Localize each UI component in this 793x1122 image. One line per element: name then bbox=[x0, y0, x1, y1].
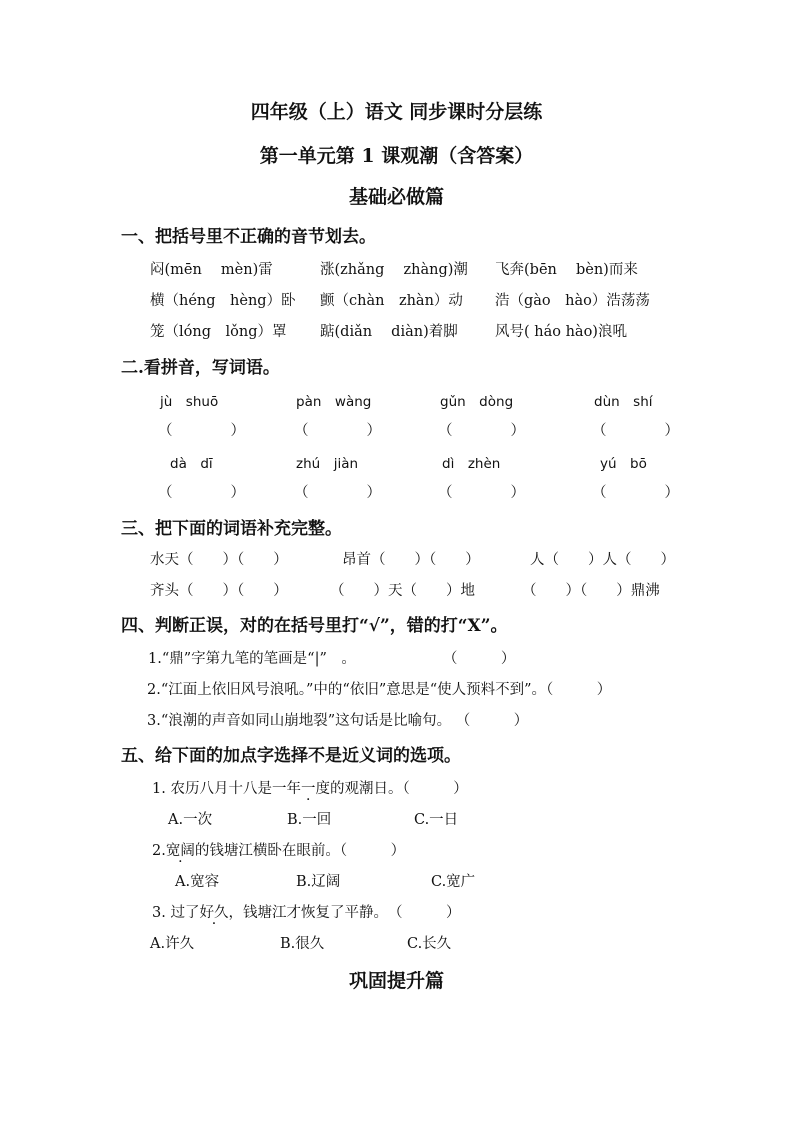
q1-item: 飞奔(bēn bèn)而来 bbox=[495, 262, 638, 278]
q3-item: 人（ ）人（ ） bbox=[530, 552, 675, 568]
q5-q2-dotted-word: 宽阔 bbox=[165, 843, 195, 859]
answer-blank[interactable]: （ ） bbox=[158, 423, 245, 439]
q1-item: 笼（lóng lǒng）罩 bbox=[150, 324, 287, 340]
q5-q3-option[interactable]: C.长久 bbox=[407, 936, 452, 952]
pinyin: dùn shí bbox=[594, 394, 653, 410]
q1-item: 浩（gào hào）浩荡荡 bbox=[495, 293, 650, 309]
q5-q2-option[interactable]: A.宽容 bbox=[175, 874, 220, 890]
q5-q1-dotted-word: 一 bbox=[300, 781, 316, 797]
q5-q3-option[interactable]: B.很久 bbox=[280, 936, 325, 952]
q5-q3-option[interactable]: A.许久 bbox=[150, 936, 195, 952]
page-title: 四年级（上）语文 同步课时分层练 bbox=[250, 101, 543, 123]
pinyin: jù shuō bbox=[160, 394, 219, 410]
pinyin: gǔn dòng bbox=[440, 394, 514, 410]
answer-blank[interactable]: （ ） bbox=[438, 485, 525, 501]
q3-item: 水天（ ）（ ） bbox=[150, 552, 288, 568]
lesson-title: 第一单元第 1 课观潮（含答案） bbox=[259, 145, 534, 167]
q5-q1-text: 度的观潮日。（ ） bbox=[315, 781, 468, 797]
q4-item-1: 1.“鼎”字第九笔的笔画是“|” 。 （ ） bbox=[148, 651, 516, 667]
pinyin: zhú jiàn bbox=[296, 456, 359, 472]
q5-q2-text: 的钱塘江横卧在眼前。（ ） bbox=[194, 843, 406, 859]
q5-question-1 bbox=[152, 777, 468, 798]
q4-item-2: 2.“江面上依旧风号浪吼。”中的“依旧”意思是“使人预料不到”。（ ） bbox=[147, 682, 612, 698]
section-advance-title: 巩固提升篇 bbox=[348, 970, 444, 992]
q3-item: 昂首（ ）（ ） bbox=[342, 552, 480, 568]
q5-q2-option[interactable]: B.辽阔 bbox=[296, 874, 341, 890]
q3-item: 齐头（ ）（ ） bbox=[150, 583, 288, 599]
pinyin: yú bō bbox=[600, 456, 647, 472]
answer-blank[interactable]: （ ） bbox=[592, 485, 679, 501]
q1-item: 风号( háo hào)浪吼 bbox=[495, 324, 627, 340]
q5-q2-option[interactable]: C.宽广 bbox=[431, 874, 476, 890]
q3-item: （ ）（ ）鼎沸 bbox=[522, 583, 660, 599]
answer-blank[interactable]: （ ） bbox=[592, 423, 679, 439]
q5-question-2 bbox=[152, 839, 405, 860]
question-4-heading: 四、判断正误，对的在括号里打“√”，错的打“X”。 bbox=[121, 616, 508, 636]
q5-q3-dotted-word: 好久 bbox=[199, 905, 229, 921]
section-basic-title: 基础必做篇 bbox=[348, 186, 444, 208]
q5-q2-text: 2. bbox=[152, 843, 166, 859]
q5-q3-text: ，钱塘江才恢复了平静。 （ ） bbox=[228, 905, 461, 921]
q1-item: 踮(diǎn diàn)着脚 bbox=[320, 324, 458, 340]
answer-blank[interactable]: （ ） bbox=[294, 485, 381, 501]
question-1-heading: 一、把括号里不正确的音节划去。 bbox=[121, 227, 376, 247]
question-5-heading: 五、给下面的加点字选择不是近义词的选项。 bbox=[121, 746, 461, 766]
q5-q1-option[interactable]: C.一日 bbox=[414, 812, 459, 828]
question-2-heading: 二.看拼音，写词语。 bbox=[121, 358, 280, 378]
q3-item: （ ）天（ ）地 bbox=[330, 583, 475, 599]
q5-question-3 bbox=[152, 901, 460, 922]
q1-item: 横（héng hèng）卧 bbox=[150, 293, 296, 309]
answer-blank[interactable]: （ ） bbox=[294, 423, 381, 439]
pinyin: pàn wàng bbox=[296, 394, 372, 410]
q1-item: 闷(mēn mèn)雷 bbox=[150, 262, 273, 278]
q4-item-3: 3.“浪潮的声音如同山崩地裂”这句话是比喻句。 （ ） bbox=[147, 713, 529, 729]
q5-q1-text: 1. 农历八月十八是一年 bbox=[152, 781, 301, 797]
answer-blank[interactable]: （ ） bbox=[438, 423, 525, 439]
q1-item: 涨(zhǎng zhàng)潮 bbox=[320, 262, 468, 278]
pinyin: dì zhèn bbox=[442, 456, 501, 472]
q5-q1-option[interactable]: A.一次 bbox=[168, 812, 213, 828]
q5-q1-option[interactable]: B.一回 bbox=[287, 812, 332, 828]
question-3-heading: 三、把下面的词语补充完整。 bbox=[121, 519, 342, 539]
pinyin: dà dī bbox=[170, 456, 213, 472]
q1-item: 颤（chàn zhàn）动 bbox=[320, 293, 463, 309]
answer-blank[interactable]: （ ） bbox=[158, 485, 245, 501]
q5-q3-text: 3. 过了 bbox=[152, 905, 200, 921]
